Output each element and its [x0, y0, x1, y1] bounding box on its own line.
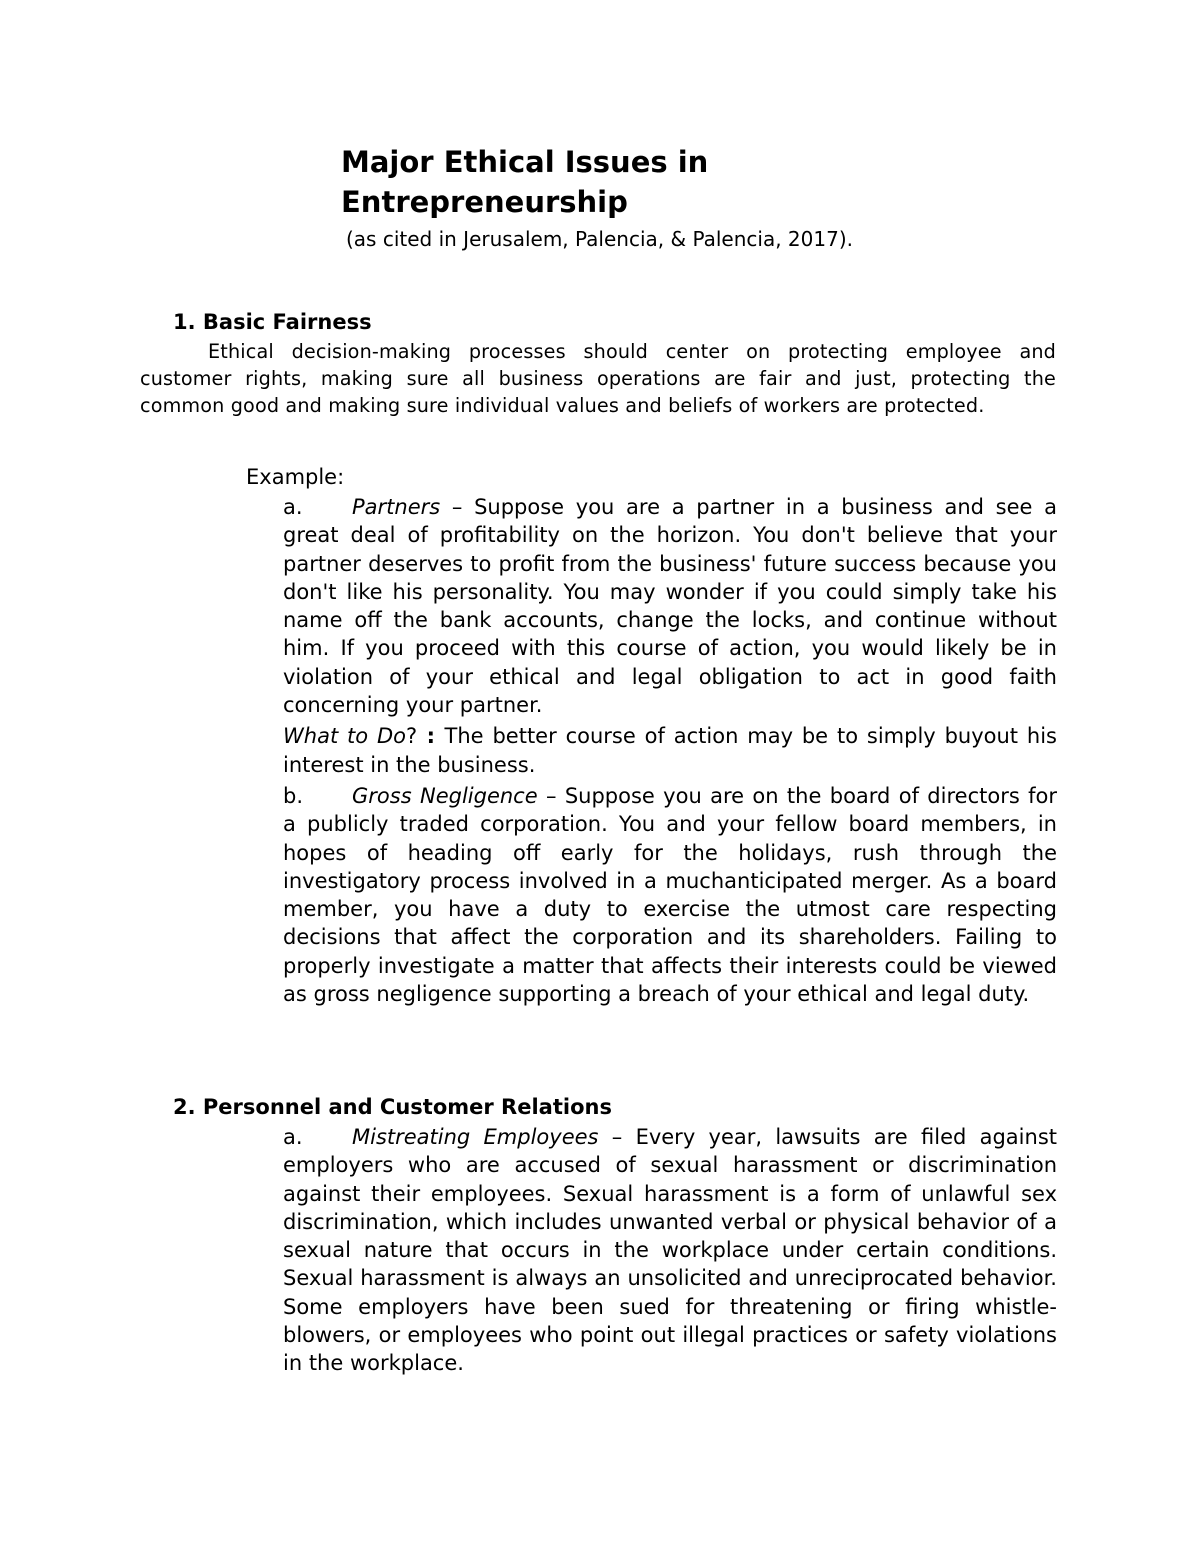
basic-fairness-paragraph: Ethical decision-making processes should center on protecting employee and customer rights, making sure all business operations are fair and just, protecting the common good and making sure individual values and beliefs of workers are protected.: [140, 340, 1056, 417]
item-text: – Suppose you are a partner in a business and see a great deal of profitability on the horizon. You don't believe that your partner deserves to profit from the business' future success because you don't like his personality. You may wonder if you could simply take his name off the bank accounts, change the locks, and continue without him. If you proceed with this course of action, you would likely be in violation of your ethical and legal obligation to act in good faith concerning your partner.: [283, 495, 1057, 718]
item-marker: a.: [283, 495, 303, 519]
item-text: – Suppose you are on the board of directors for a publicly traded corporation. You and your fellow board members, in hopes of heading off early for the holidays, rush through the investigatory process involved in a muchanticipated merger. As a board member, you have a duty to exercise the utmost care respecting decisions that affect the corporation and its shareholders. Failing to properly investigate a matter that affects their interests could be viewed as gross negligence supporting a breach of your ethical and legal duty.: [283, 783, 1057, 1007]
what-to-do-label: What to Do: [283, 724, 406, 749]
document-title-line-2: Entrepreneurship: [341, 185, 628, 219]
item-gross-negligence: [283, 782, 1057, 1008]
citation: (as cited in Jerusalem, Palencia, & Palencia, 2017).: [346, 227, 853, 251]
title-block: [341, 142, 981, 254]
document-title-line-1: Major Ethical Issues in: [341, 145, 709, 179]
section2-items: [283, 1123, 1057, 1378]
section-heading-basic-fairness: 1. Basic Fairness: [173, 310, 372, 334]
item-marker: b.: [283, 783, 304, 808]
what-to-do-paragraph: [283, 722, 1057, 779]
item-marker: a.: [283, 1125, 303, 1149]
section1-items: [283, 493, 1057, 1008]
section-heading-personnel-customer-relations: 2. Personnel and Customer Relations: [173, 1095, 612, 1119]
what-to-do-colon: :: [417, 724, 445, 749]
item-partners: [283, 493, 1057, 719]
what-to-do-question-mark: ?: [406, 724, 418, 749]
item-mistreating-employees: [283, 1123, 1057, 1378]
item-text: – Every year, lawsuits are filed against employers who are accused of sexual harassment or discrimination against their employees. Sexual harassment is a form of unlawful sex discrimination, which includes unwanted verbal or physical behavior of a sexual nature that occurs in the workplace under certain conditions. Sexual harassment is always an unsolicited and unreciprocated behavior. Some employers have been sued for threatening or firing whistle-blowers, or employees who point out illegal practices or safety violations in the workplace.: [283, 1125, 1057, 1376]
example-label: Example:: [246, 465, 345, 489]
item-term: Partners: [352, 495, 441, 519]
what-to-do-text: The better course of action may be to simply buyout his interest in the business.: [283, 724, 1057, 777]
item-term: Mistreating Employees: [352, 1125, 599, 1149]
item-term: Gross Negligence: [352, 783, 538, 808]
